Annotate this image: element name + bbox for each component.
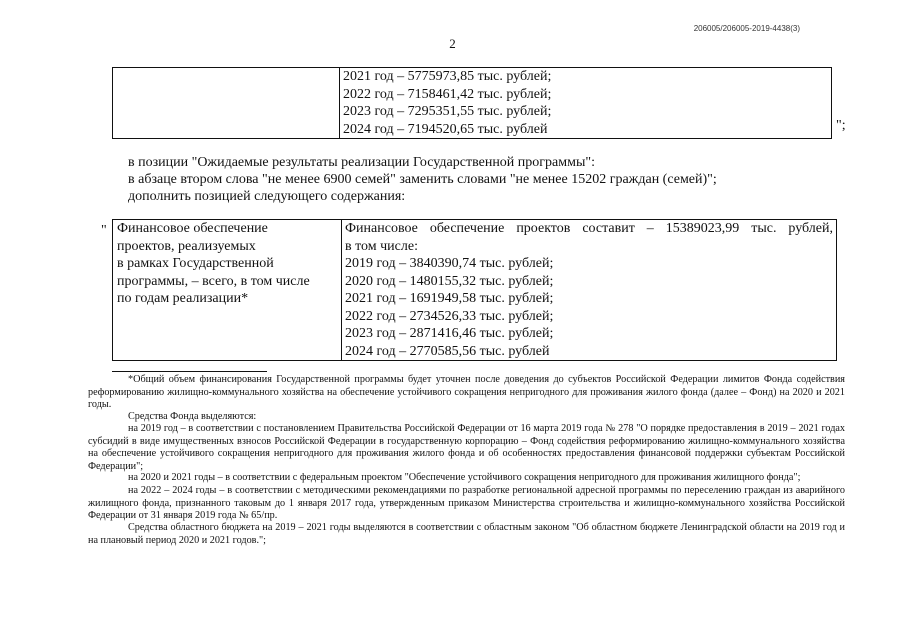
footnote-paragraph: на 2020 и 2021 годы – в соответствии с федеральным проектом "Обеспечение устойчивого сокращения непригодного для проживания жилищного фонда"; bbox=[128, 472, 801, 483]
label-line: программы, – всего, в том числе bbox=[117, 273, 310, 289]
document-id: 206005/206005-2019-4438(3) bbox=[693, 24, 800, 33]
year-line: 2021 год – 1691949,58 тыс. рублей; bbox=[345, 291, 554, 306]
paragraph: дополнить позицией следующего содержания: bbox=[128, 189, 406, 204]
value-cell bbox=[342, 220, 837, 361]
opening-quote: " bbox=[101, 223, 107, 238]
table-row bbox=[113, 220, 837, 361]
empty-label-cell bbox=[113, 68, 340, 139]
year-line: 2021 год – 5775973,85 тыс. рублей; bbox=[343, 69, 552, 84]
year-line: 2023 год – 2871416,46 тыс. рублей; bbox=[345, 326, 554, 341]
label-line: проектов, реализуемых bbox=[117, 238, 256, 254]
paragraph: в позиции "Ожидаемые результаты реализации Государственной программы": bbox=[128, 155, 595, 170]
footnote-paragraph: на 2019 год – в соответствии с постановлением Правительства Российской Федерации от 16 марта 2019 года № 278 "О порядке предоставления в 2019 – 2021 годах субсидий в виде имущественных взносов Российской Федерации в государственную корпорацию – Фонд содействия реформированию жилищно-коммунального хозяйства на обеспечение устойчивого сокращения непригодного для проживания жилого фонда и об особенностях предоставления финансовой поддержки субъектам Российской Федерации"; bbox=[88, 423, 845, 472]
continuation-table bbox=[112, 67, 832, 139]
label-line: в рамках Государственной bbox=[117, 256, 274, 271]
label-line: Финансовое обеспечение bbox=[117, 221, 268, 236]
summary-line: Финансовое обеспечение проектов составит – 15389023,99 тыс. рублей, bbox=[345, 221, 833, 236]
year-line: 2022 год – 7158461,42 тыс. рублей; bbox=[343, 86, 552, 102]
year-line: 2023 год – 7295351,55 тыс. рублей; bbox=[343, 104, 552, 119]
financing-table bbox=[112, 219, 837, 361]
year-line: 2024 год – 7194520,65 тыс. рублей bbox=[343, 121, 548, 137]
value-cell bbox=[340, 68, 832, 139]
footnote-paragraph: на 2022 – 2024 годы – в соответствии с методическими рекомендациями по разработке региональной адресной программы по переселению граждан из аварийного жилищного фонда, признанного таковым до 1 января 2017 года, утвержденным приказом Министерства строительства и жилищно-коммунального хозяйства Российской Федерации от 31 января 2019 года № 65/пр. bbox=[88, 485, 845, 522]
year-line: 2020 год – 1480155,32 тыс. рублей; bbox=[345, 273, 554, 289]
summary-line: в том числе: bbox=[345, 238, 418, 254]
footnote-paragraph: Средства Фонда выделяются: bbox=[128, 411, 257, 422]
label-cell bbox=[113, 220, 342, 361]
page-number: 2 bbox=[449, 36, 456, 51]
footnote-paragraph: Средства областного бюджета на 2019 – 2021 годы выделяются в соответствии с областным законом "Об областном бюджете Ленинградской области на 2019 год и на плановый период 2020 и 2021 годов."; bbox=[88, 522, 845, 546]
footnote-paragraph: *Общий объем финансирования Государственной программы будет уточнен после доведения до субъектов Российской Федерации лимитов Фонда содействия реформированию жилищно-коммунального хозяйства на обеспечение устойчивого сокращения непригодного для проживания жилого фонда (далее – Фонд) на 2020 и 2021 годы. bbox=[88, 374, 845, 411]
table-row bbox=[113, 68, 832, 139]
year-line: 2019 год – 3840390,74 тыс. рублей; bbox=[345, 256, 554, 271]
footnote-divider bbox=[112, 371, 267, 372]
closing-quote: "; bbox=[836, 118, 846, 133]
year-line: 2022 год – 2734526,33 тыс. рублей; bbox=[345, 308, 554, 324]
paragraph: в абзаце втором слова "не менее 6900 семей" заменить словами "не менее 15202 граждан (семей)"; bbox=[128, 172, 717, 187]
year-line: 2024 год – 2770585,56 тыс. рублей bbox=[345, 343, 550, 359]
label-line: по годам реализации* bbox=[117, 291, 249, 306]
